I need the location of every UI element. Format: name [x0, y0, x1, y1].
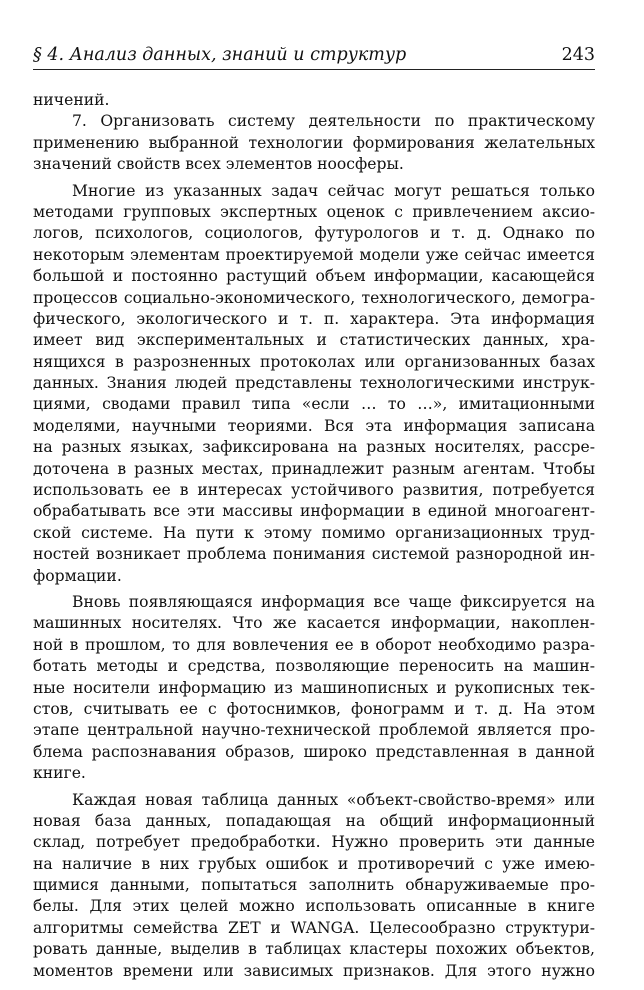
text-line: ностей возникает проблема понимания системой разнородной ин- [33, 545, 595, 564]
text-line: ной в прошлом, то для вовлечения ее в оборот необходимо разра- [33, 635, 595, 654]
text-line: блема распознавания образов, широко представленная в данной [33, 742, 595, 761]
text-line: моментов времени или зависимых признаков. Для этого нужно [33, 961, 595, 980]
running-header [33, 44, 595, 70]
text-line: Каждая новая таблица данных «объект-свойство-время» или [72, 790, 595, 809]
text-line: логов, психологов, социологов, футурологов и т. д. Однако по [33, 224, 595, 243]
text-line: Многие из указанных задач сейчас могут решаться только [72, 181, 595, 200]
text-line: использовать ее в интересах устойчивого развития, потребуется [33, 481, 595, 500]
text-line: ные носители информацию из машинописных и рукописных тек- [33, 678, 595, 697]
text-line: имеет вид экспериментальных и статистических данных, хра- [33, 331, 595, 350]
text-line: процессов социально-экономического, технологического, демогра- [33, 288, 595, 307]
text-line: Вновь появляющаяся информация все чаще фиксируется на [72, 592, 595, 611]
paragraph-tasks [33, 181, 595, 587]
text-line: этапе центральной научно-технической проблемой является про- [33, 721, 595, 740]
text-line: стов, считывать ее с фотоснимков, фонограмм и т. д. На этом [33, 699, 595, 718]
text-line: ровать данные, выделив в таблицах кластеры похожих объектов, [33, 940, 595, 959]
text-line: новая база данных, попадающая на общий информационный [33, 811, 595, 830]
text-line: значений свойств всех элементов ноосферы. [33, 155, 404, 174]
text-line: обрабатывать все эти массивы информации в единой многоагент- [33, 502, 595, 521]
text-line: методами групповых экспертных оценок с привлечением аксио- [33, 202, 595, 221]
text-line: формации. [33, 566, 122, 585]
text-line: алгоритмы семейства ZET и WANGA. Целесообразно структури- [33, 918, 595, 937]
text-line: щимися данными, попытаться заполнить обнаруживаемые про- [33, 876, 595, 895]
text-line: доточена в разных местах, принадлежит разным агентам. Чтобы [33, 459, 595, 478]
text-line: на наличие в них грубых ошибок и противоречий с уже имею- [33, 854, 595, 873]
paragraph-item-7 [33, 111, 595, 175]
text-line: склад, потребует предобработки. Нужно проверить эти данные [33, 833, 595, 852]
text-line: ботать методы и средства, позволяющие переносить на машин- [33, 657, 595, 676]
text-line: применению выбранной технологии формирования желательных [33, 133, 595, 152]
paragraph-data-tables [33, 790, 595, 983]
text-line: фического, экологического и т. п. характера. Эта информация [33, 309, 595, 328]
page-body [33, 90, 595, 982]
text-line: моделями, научными теориями. Вся эта информация записана [33, 416, 595, 435]
text-line: некоторым элементам проектируемой модели уже сейчас имеется [33, 245, 595, 264]
paragraph-continuation [33, 90, 595, 111]
text-line: на разных языках, зафиксирована на разных носителях, рассре- [33, 438, 595, 457]
text-line: большой и постоянно растущий объем информации, касающейся [33, 267, 595, 286]
section-title: § 4. Анализ данных, знаний и структур [33, 45, 407, 65]
text-line: нящихся в разрозненных протоколах или организованных базах [33, 352, 595, 371]
page-number: 243 [561, 45, 595, 65]
text-line: 7. Организовать систему деятельности по практическому [72, 112, 595, 131]
book-page [33, 44, 595, 982]
text-line: белы. Для этих целей можно использовать описанные в книге [33, 897, 595, 916]
text-line: ской системе. На пути к этому помимо организационных труд- [33, 523, 595, 542]
text-line: данных. Знания людей представлены технологическими инструк- [33, 374, 595, 393]
text-line: машинных носителях. Что же касается информации, накоплен- [33, 614, 595, 633]
text-line: книге. [33, 764, 86, 783]
text-line: ничений. [33, 91, 110, 109]
text-line: циями, сводами правил типа «если … то …», имитационными [33, 395, 595, 414]
paragraph-new-information [33, 592, 595, 785]
